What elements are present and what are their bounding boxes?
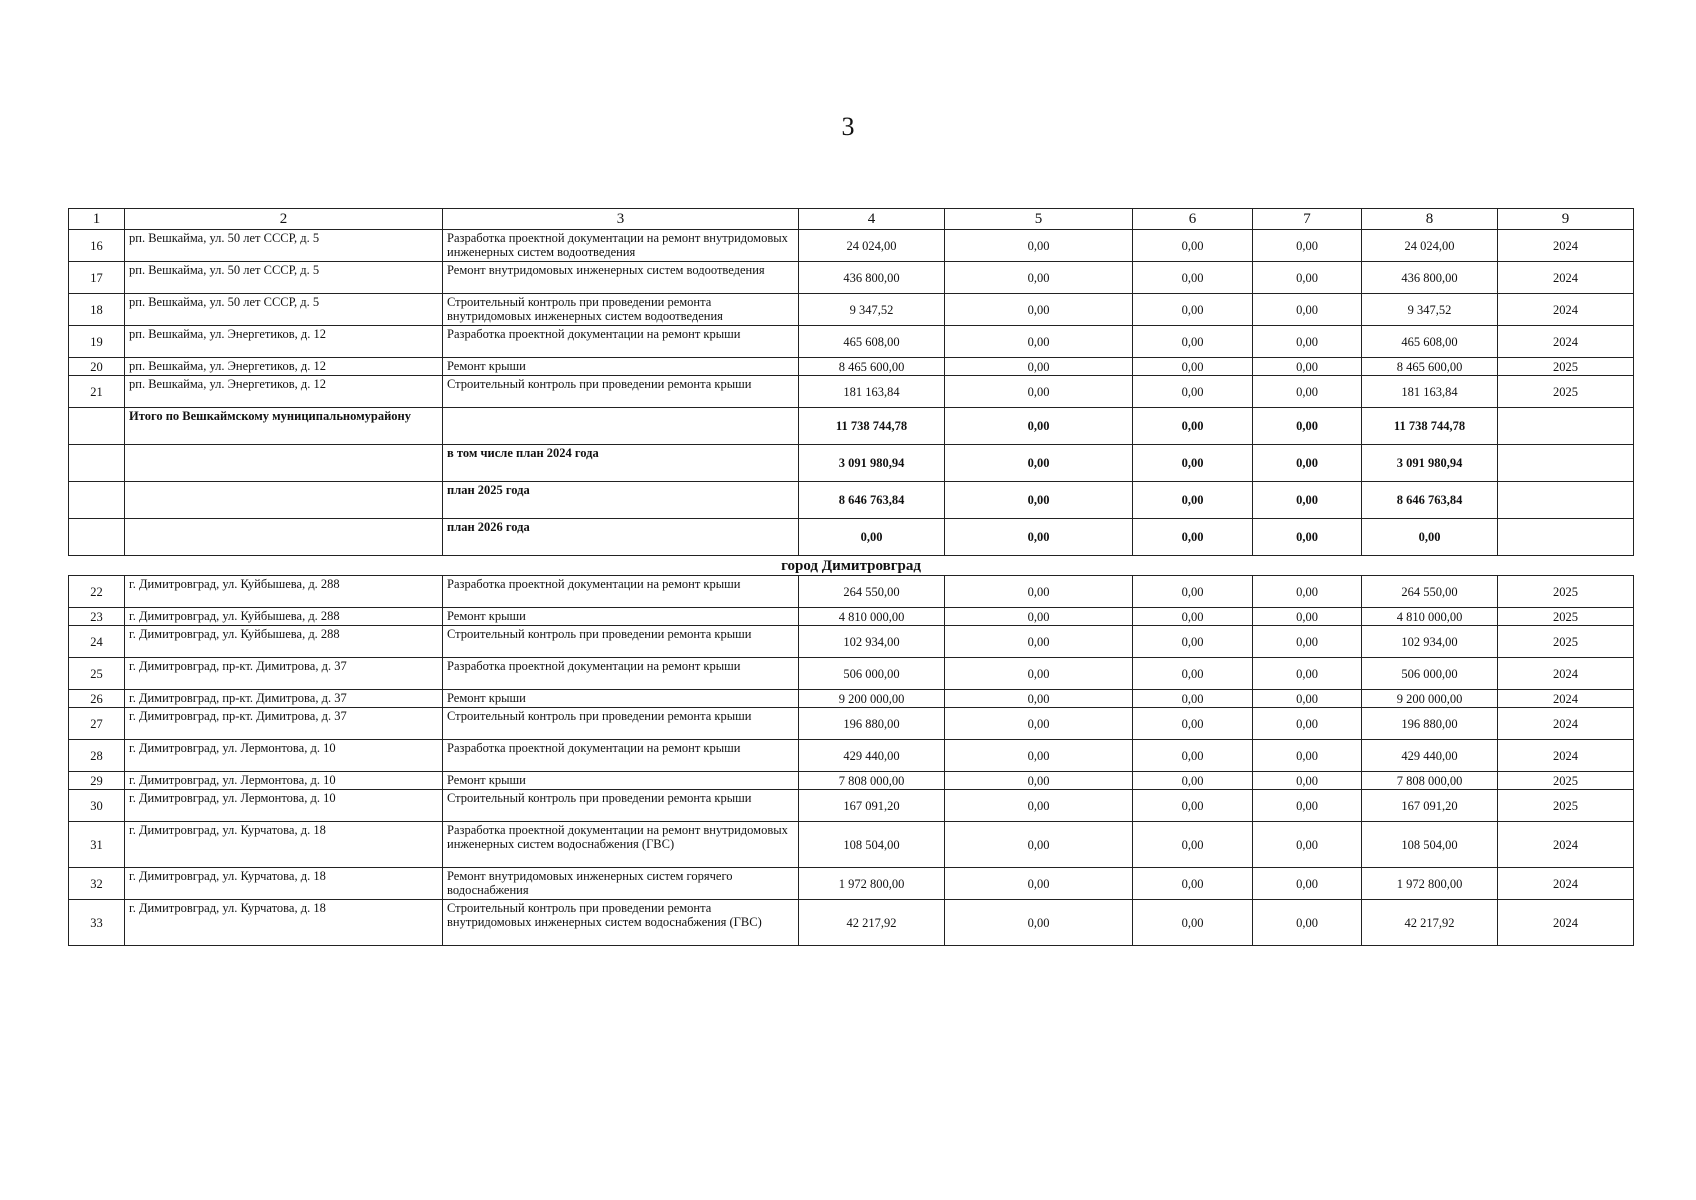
total-row [69, 482, 1634, 519]
row-value-col7: 0,00 [1253, 708, 1362, 740]
table-row [69, 576, 1634, 608]
row-value-col4: 181 163,84 [799, 376, 945, 408]
table-row [69, 790, 1634, 822]
table-row [69, 230, 1634, 262]
row-value-col4: 506 000,00 [799, 658, 945, 690]
total-value-col5: 0,00 [945, 482, 1133, 519]
column-header: 5 [945, 209, 1133, 230]
table-row [69, 740, 1634, 772]
total-value-col8: 3 091 980,94 [1362, 445, 1498, 482]
row-value-col7: 0,00 [1253, 790, 1362, 822]
row-value-col8: 108 504,00 [1362, 822, 1498, 868]
total-value-col5: 0,00 [945, 519, 1133, 556]
row-address: г. Димитровград, ул. Лермонтова, д. 10 [125, 772, 443, 790]
row-value-col7: 0,00 [1253, 900, 1362, 946]
row-year: 2025 [1498, 790, 1634, 822]
row-value-col4: 102 934,00 [799, 626, 945, 658]
row-value-col5: 0,00 [945, 772, 1133, 790]
row-value-col5: 0,00 [945, 376, 1133, 408]
row-address: г. Димитровград, пр-кт. Димитрова, д. 37 [125, 690, 443, 708]
total-value-col6: 0,00 [1133, 408, 1253, 445]
total-sublabel: в том числе план 2024 года [443, 445, 799, 482]
column-header: 4 [799, 209, 945, 230]
row-value-col7: 0,00 [1253, 230, 1362, 262]
column-header: 6 [1133, 209, 1253, 230]
row-number: 25 [69, 658, 125, 690]
row-work-type: Разработка проектной документации на ремонт крыши [443, 576, 799, 608]
row-year: 2025 [1498, 576, 1634, 608]
column-header: 2 [125, 209, 443, 230]
row-value-col5: 0,00 [945, 358, 1133, 376]
total-year [1498, 482, 1634, 519]
table-row [69, 772, 1634, 790]
row-value-col6: 0,00 [1133, 358, 1253, 376]
total-value-col5: 0,00 [945, 445, 1133, 482]
row-value-col8: 42 217,92 [1362, 900, 1498, 946]
row-work-type: Ремонт крыши [443, 608, 799, 626]
table-row [69, 690, 1634, 708]
section-title: город Димитровград [69, 556, 1634, 576]
table-row [69, 868, 1634, 900]
row-number: 22 [69, 576, 125, 608]
row-address: г. Димитровград, ул. Куйбышева, д. 288 [125, 576, 443, 608]
total-value-col4: 3 091 980,94 [799, 445, 945, 482]
row-value-col8: 264 550,00 [1362, 576, 1498, 608]
total-value-col7: 0,00 [1253, 482, 1362, 519]
row-work-type: Разработка проектной документации на ремонт крыши [443, 658, 799, 690]
row-value-col5: 0,00 [945, 230, 1133, 262]
row-number: 16 [69, 230, 125, 262]
total-number [69, 445, 125, 482]
row-value-col4: 9 200 000,00 [799, 690, 945, 708]
row-value-col5: 0,00 [945, 608, 1133, 626]
row-value-col6: 0,00 [1133, 772, 1253, 790]
row-year: 2024 [1498, 708, 1634, 740]
table-row [69, 326, 1634, 358]
row-value-col7: 0,00 [1253, 576, 1362, 608]
row-value-col6: 0,00 [1133, 790, 1253, 822]
row-value-col5: 0,00 [945, 690, 1133, 708]
table-row [69, 708, 1634, 740]
row-value-col6: 0,00 [1133, 576, 1253, 608]
column-header: 9 [1498, 209, 1634, 230]
total-year [1498, 408, 1634, 445]
row-value-col4: 465 608,00 [799, 326, 945, 358]
row-value-col7: 0,00 [1253, 626, 1362, 658]
row-value-col5: 0,00 [945, 868, 1133, 900]
row-address: г. Димитровград, пр-кт. Димитрова, д. 37 [125, 708, 443, 740]
row-value-col8: 506 000,00 [1362, 658, 1498, 690]
row-value-col5: 0,00 [945, 294, 1133, 326]
row-work-type: Разработка проектной документации на ремонт внутридомовых инженерных систем водоснабжения (ГВС) [443, 822, 799, 868]
row-value-col8: 196 880,00 [1362, 708, 1498, 740]
total-value-col6: 0,00 [1133, 482, 1253, 519]
table-body [69, 209, 1634, 946]
repair-plan-table [68, 208, 1634, 946]
total-value-col4: 0,00 [799, 519, 945, 556]
row-year: 2025 [1498, 626, 1634, 658]
row-year: 2025 [1498, 608, 1634, 626]
row-year: 2024 [1498, 230, 1634, 262]
row-work-type: Строительный контроль при проведении ремонта крыши [443, 790, 799, 822]
row-value-col7: 0,00 [1253, 262, 1362, 294]
row-value-col7: 0,00 [1253, 326, 1362, 358]
column-header: 8 [1362, 209, 1498, 230]
row-value-col5: 0,00 [945, 822, 1133, 868]
row-value-col6: 0,00 [1133, 690, 1253, 708]
total-value-col7: 0,00 [1253, 408, 1362, 445]
total-row [69, 519, 1634, 556]
total-label [125, 482, 443, 519]
column-header: 1 [69, 209, 125, 230]
column-header: 7 [1253, 209, 1362, 230]
total-row [69, 445, 1634, 482]
row-number: 24 [69, 626, 125, 658]
row-value-col7: 0,00 [1253, 658, 1362, 690]
row-number: 18 [69, 294, 125, 326]
total-value-col4: 11 738 744,78 [799, 408, 945, 445]
row-year: 2024 [1498, 900, 1634, 946]
row-value-col4: 8 465 600,00 [799, 358, 945, 376]
total-value-col6: 0,00 [1133, 519, 1253, 556]
row-value-col4: 429 440,00 [799, 740, 945, 772]
row-value-col4: 264 550,00 [799, 576, 945, 608]
row-value-col6: 0,00 [1133, 608, 1253, 626]
total-sublabel [443, 408, 799, 445]
table-row [69, 262, 1634, 294]
row-value-col8: 8 465 600,00 [1362, 358, 1498, 376]
total-value-col8: 11 738 744,78 [1362, 408, 1498, 445]
row-value-col4: 24 024,00 [799, 230, 945, 262]
row-value-col8: 102 934,00 [1362, 626, 1498, 658]
row-work-type: Ремонт крыши [443, 772, 799, 790]
row-value-col5: 0,00 [945, 658, 1133, 690]
row-address: рп. Вешкайма, ул. 50 лет СССР, д. 5 [125, 294, 443, 326]
row-value-col5: 0,00 [945, 262, 1133, 294]
row-year: 2024 [1498, 262, 1634, 294]
row-number: 23 [69, 608, 125, 626]
total-number [69, 519, 125, 556]
row-year: 2024 [1498, 740, 1634, 772]
table-row [69, 376, 1634, 408]
row-value-col8: 1 972 800,00 [1362, 868, 1498, 900]
row-address: рп. Вешкайма, ул. 50 лет СССР, д. 5 [125, 230, 443, 262]
row-year: 2025 [1498, 376, 1634, 408]
row-value-col4: 108 504,00 [799, 822, 945, 868]
table-row [69, 658, 1634, 690]
column-header: 3 [443, 209, 799, 230]
row-value-col7: 0,00 [1253, 772, 1362, 790]
row-value-col5: 0,00 [945, 576, 1133, 608]
section-row [69, 556, 1634, 576]
row-value-col5: 0,00 [945, 740, 1133, 772]
total-number [69, 482, 125, 519]
row-year: 2024 [1498, 868, 1634, 900]
row-value-col6: 0,00 [1133, 708, 1253, 740]
row-number: 17 [69, 262, 125, 294]
table-row [69, 294, 1634, 326]
total-value-col8: 8 646 763,84 [1362, 482, 1498, 519]
row-number: 31 [69, 822, 125, 868]
row-value-col6: 0,00 [1133, 868, 1253, 900]
row-value-col5: 0,00 [945, 626, 1133, 658]
row-year: 2025 [1498, 772, 1634, 790]
row-work-type: Разработка проектной документации на ремонт крыши [443, 740, 799, 772]
row-year: 2024 [1498, 658, 1634, 690]
row-value-col6: 0,00 [1133, 262, 1253, 294]
row-value-col6: 0,00 [1133, 294, 1253, 326]
row-address: рп. Вешкайма, ул. Энергетиков, д. 12 [125, 326, 443, 358]
column-header-row [69, 209, 1634, 230]
row-value-col8: 181 163,84 [1362, 376, 1498, 408]
row-value-col4: 1 972 800,00 [799, 868, 945, 900]
row-value-col4: 7 808 000,00 [799, 772, 945, 790]
table-row [69, 626, 1634, 658]
row-number: 19 [69, 326, 125, 358]
row-value-col4: 167 091,20 [799, 790, 945, 822]
row-value-col7: 0,00 [1253, 822, 1362, 868]
row-value-col6: 0,00 [1133, 658, 1253, 690]
row-value-col6: 0,00 [1133, 740, 1253, 772]
row-value-col7: 0,00 [1253, 690, 1362, 708]
row-number: 26 [69, 690, 125, 708]
row-value-col7: 0,00 [1253, 868, 1362, 900]
row-value-col4: 4 810 000,00 [799, 608, 945, 626]
row-value-col8: 465 608,00 [1362, 326, 1498, 358]
row-address: рп. Вешкайма, ул. Энергетиков, д. 12 [125, 376, 443, 408]
row-year: 2024 [1498, 294, 1634, 326]
total-label [125, 519, 443, 556]
row-work-type: Строительный контроль при проведении ремонта внутридомовых инженерных систем водоснабжения (ГВС) [443, 900, 799, 946]
row-value-col8: 9 200 000,00 [1362, 690, 1498, 708]
row-address: рп. Вешкайма, ул. 50 лет СССР, д. 5 [125, 262, 443, 294]
row-address: г. Димитровград, ул. Курчатова, д. 18 [125, 822, 443, 868]
row-value-col8: 24 024,00 [1362, 230, 1498, 262]
total-number [69, 408, 125, 445]
row-year: 2025 [1498, 358, 1634, 376]
total-label [125, 445, 443, 482]
row-value-col6: 0,00 [1133, 822, 1253, 868]
total-value-col7: 0,00 [1253, 445, 1362, 482]
table-row [69, 900, 1634, 946]
total-value-col7: 0,00 [1253, 519, 1362, 556]
row-address: г. Димитровград, ул. Лермонтова, д. 10 [125, 740, 443, 772]
total-sublabel: план 2026 года [443, 519, 799, 556]
row-year: 2024 [1498, 822, 1634, 868]
row-work-type: Ремонт внутридомовых инженерных систем горячего водоснабжения [443, 868, 799, 900]
row-number: 29 [69, 772, 125, 790]
row-address: г. Димитровград, ул. Лермонтова, д. 10 [125, 790, 443, 822]
row-work-type: Ремонт крыши [443, 358, 799, 376]
row-work-type: Строительный контроль при проведении ремонта крыши [443, 376, 799, 408]
row-value-col8: 167 091,20 [1362, 790, 1498, 822]
total-value-col6: 0,00 [1133, 445, 1253, 482]
row-address: г. Димитровград, ул. Курчатова, д. 18 [125, 900, 443, 946]
total-row [69, 408, 1634, 445]
total-sublabel: план 2025 года [443, 482, 799, 519]
row-value-col7: 0,00 [1253, 376, 1362, 408]
row-value-col8: 429 440,00 [1362, 740, 1498, 772]
row-number: 32 [69, 868, 125, 900]
row-value-col6: 0,00 [1133, 326, 1253, 358]
row-value-col6: 0,00 [1133, 626, 1253, 658]
row-value-col4: 42 217,92 [799, 900, 945, 946]
row-value-col5: 0,00 [945, 326, 1133, 358]
row-work-type: Строительный контроль при проведении ремонта крыши [443, 708, 799, 740]
table-row [69, 358, 1634, 376]
row-value-col5: 0,00 [945, 708, 1133, 740]
row-number: 27 [69, 708, 125, 740]
table-row [69, 608, 1634, 626]
row-value-col8: 436 800,00 [1362, 262, 1498, 294]
row-year: 2024 [1498, 690, 1634, 708]
row-value-col7: 0,00 [1253, 740, 1362, 772]
row-work-type: Ремонт крыши [443, 690, 799, 708]
row-value-col7: 0,00 [1253, 358, 1362, 376]
row-value-col6: 0,00 [1133, 376, 1253, 408]
row-value-col8: 4 810 000,00 [1362, 608, 1498, 626]
row-value-col6: 0,00 [1133, 230, 1253, 262]
row-value-col5: 0,00 [945, 900, 1133, 946]
total-year [1498, 445, 1634, 482]
row-work-type: Строительный контроль при проведении ремонта внутридомовых инженерных систем водоотведения [443, 294, 799, 326]
row-address: рп. Вешкайма, ул. Энергетиков, д. 12 [125, 358, 443, 376]
row-number: 30 [69, 790, 125, 822]
row-year: 2024 [1498, 326, 1634, 358]
row-address: г. Димитровград, ул. Куйбышева, д. 288 [125, 608, 443, 626]
total-value-col5: 0,00 [945, 408, 1133, 445]
total-value-col4: 8 646 763,84 [799, 482, 945, 519]
total-label: Итого по Вешкаймскому муниципальномурайону [125, 408, 443, 445]
row-value-col7: 0,00 [1253, 294, 1362, 326]
total-value-col8: 0,00 [1362, 519, 1498, 556]
row-number: 33 [69, 900, 125, 946]
row-value-col4: 436 800,00 [799, 262, 945, 294]
row-value-col5: 0,00 [945, 790, 1133, 822]
row-work-type: Строительный контроль при проведении ремонта крыши [443, 626, 799, 658]
row-number: 20 [69, 358, 125, 376]
total-year [1498, 519, 1634, 556]
row-work-type: Разработка проектной документации на ремонт крыши [443, 326, 799, 358]
row-value-col8: 9 347,52 [1362, 294, 1498, 326]
row-value-col4: 196 880,00 [799, 708, 945, 740]
row-work-type: Ремонт внутридомовых инженерных систем водоотведения [443, 262, 799, 294]
row-address: г. Димитровград, ул. Куйбышева, д. 288 [125, 626, 443, 658]
row-value-col6: 0,00 [1133, 900, 1253, 946]
row-number: 21 [69, 376, 125, 408]
row-value-col7: 0,00 [1253, 608, 1362, 626]
row-value-col4: 9 347,52 [799, 294, 945, 326]
row-address: г. Димитровград, ул. Курчатова, д. 18 [125, 868, 443, 900]
page-number: 3 [841, 112, 855, 141]
row-number: 28 [69, 740, 125, 772]
table-row [69, 822, 1634, 868]
row-work-type: Разработка проектной документации на ремонт внутридомовых инженерных систем водоотведения [443, 230, 799, 262]
row-value-col8: 7 808 000,00 [1362, 772, 1498, 790]
row-address: г. Димитровград, пр-кт. Димитрова, д. 37 [125, 658, 443, 690]
